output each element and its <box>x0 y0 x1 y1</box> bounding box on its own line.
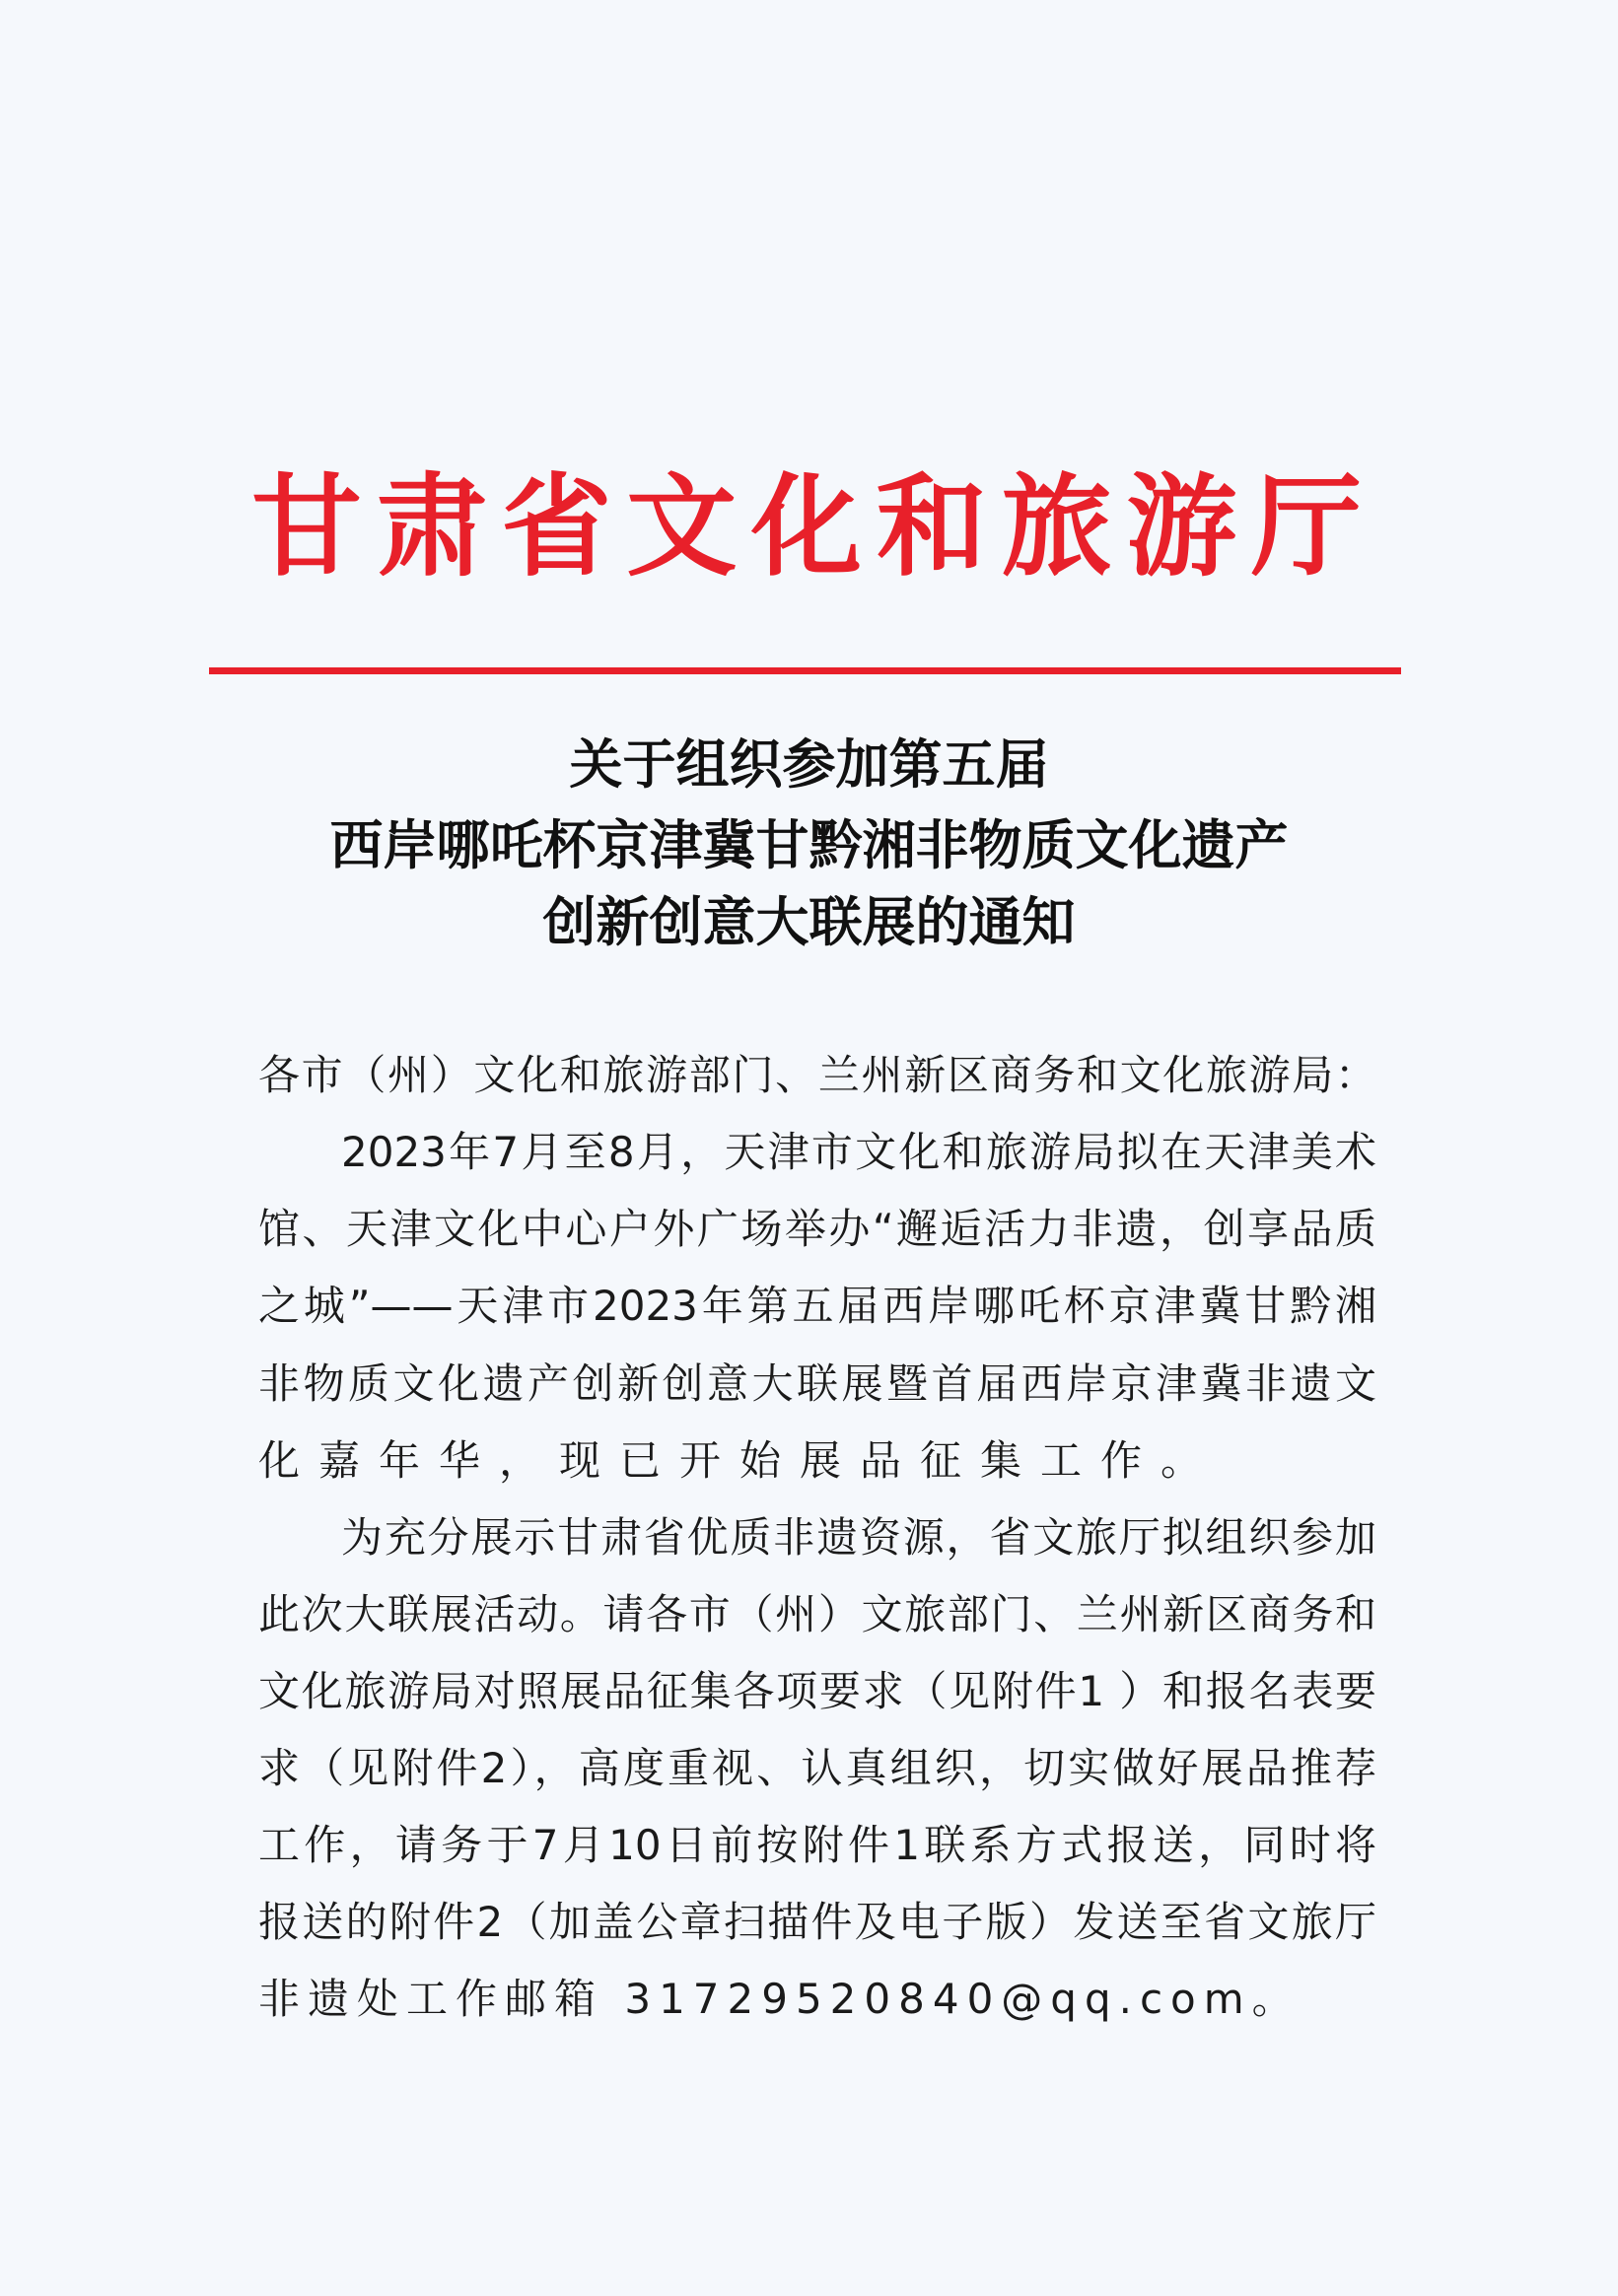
paragraph-2-line: 报送的附件2（加盖公章扫描件及电子版）发送至省文旅厅 <box>258 1898 1376 1946</box>
paragraph-2-line: 为充分展示甘肃省优质非遗资源，省文旅厅拟组织参加 <box>341 1513 1376 1562</box>
paragraph-1-line: 化嘉年华，现已开始展品征集工作。 <box>258 1436 1222 1485</box>
paragraph-2-line: 非遗处工作邮箱 31729520840@qq.com。 <box>258 1975 1301 2023</box>
paragraph-2-line: 求（见附件2），高度重视、认真组织，切实做好展品推荐 <box>258 1744 1376 1792</box>
salutation: 各市（州）文化和旅游部门、兰州新区商务和文化旅游局： <box>258 1051 1376 1099</box>
document-title-line-3: 创新创意大联展的通知 <box>542 890 1076 953</box>
issuer-header: 甘肃省文化和旅游厅 <box>251 463 1362 591</box>
document-title-line-2: 西岸哪吒杯京津冀甘黔湘非物质文化遗产 <box>329 813 1289 876</box>
paragraph-1-line: 非物质文化遗产创新创意大联展暨首届西岸京津冀非遗文 <box>258 1359 1376 1408</box>
paragraph-2-line: 工作，请务于7月10日前按附件1联系方式报送，同时将 <box>258 1821 1376 1869</box>
paragraph-1-line: 2023年7月至8月，天津市文化和旅游局拟在天津美术 <box>341 1128 1376 1176</box>
paragraph-2-line: 此次大联展活动。请各市（州）文旅部门、兰州新区商务和 <box>258 1590 1376 1638</box>
paragraph-1-line: 之城”——天津市2023年第五届西岸哪吒杯京津冀甘黔湘 <box>258 1282 1376 1330</box>
document-title-line-1: 关于组织参加第五届 <box>569 732 1049 796</box>
paragraph-2-line: 文化旅游局对照展品征集各项要求（见附件1 ）和报名表要 <box>258 1667 1376 1715</box>
red-divider <box>209 667 1401 674</box>
paragraph-1-line: 馆、天津文化中心户外广场举办“邂逅活力非遗，创享品质 <box>258 1205 1376 1253</box>
